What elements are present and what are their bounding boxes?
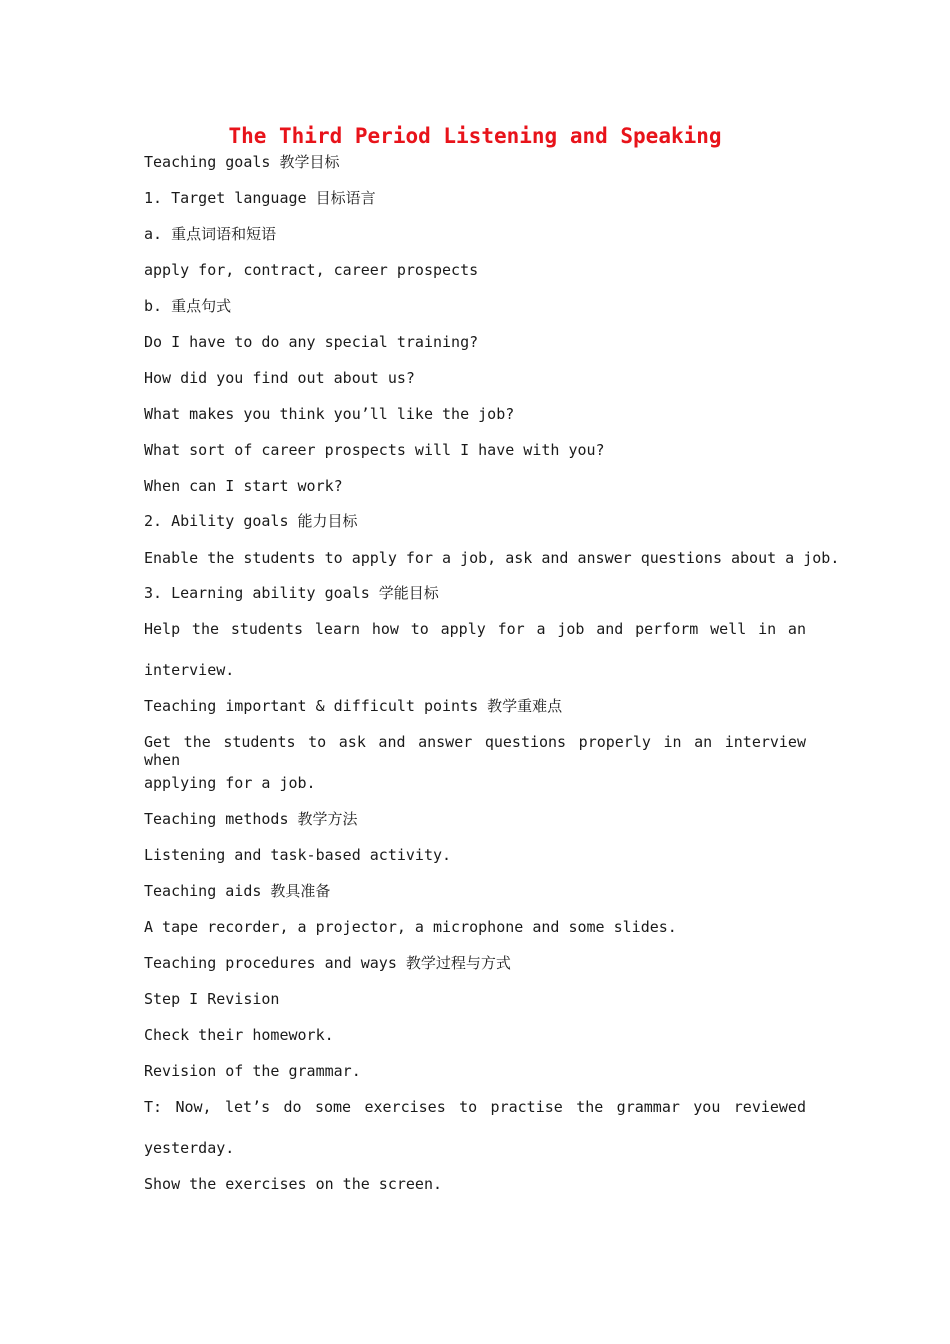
step-heading: Step I Revision (144, 990, 280, 1008)
teacher-dialogue: T: Now, let’s do some exercises to practise the grammar you reviewed (144, 1098, 806, 1116)
ability-goals-text: Enable the students to apply for a job, ask and answer questions about a job. (144, 549, 840, 567)
heading-ability-goals: 2. Ability goals 能力目标 (144, 512, 358, 530)
heading-teaching-aids: Teaching aids 教具准备 (144, 882, 331, 900)
key-words-text: apply for, contract, career prospects (144, 261, 479, 279)
subheading-key-words: a. 重点词语和短语 (144, 225, 277, 243)
heading-teaching-goals: Teaching goals 教学目标 (144, 153, 340, 171)
sentence-item: Do I have to do any special training? (144, 333, 479, 351)
heading-teaching-methods: Teaching methods 教学方法 (144, 810, 358, 828)
subheading-key-sentences: b. 重点句式 (144, 297, 232, 315)
heading-teaching-procedures: Teaching procedures and ways 教学过程与方式 (144, 954, 511, 972)
teacher-dialogue-cont: yesterday. (144, 1139, 235, 1157)
important-points-text: Get the students to ask and answer questions properly in an interview when (144, 733, 806, 769)
sentence-item: When can I start work? (144, 477, 343, 495)
sentence-item: What makes you think you’ll like the job? (144, 405, 515, 423)
teaching-aids-text: A tape recorder, a projector, a microphone and some slides. (144, 918, 677, 936)
sentence-item: What sort of career prospects will I have with you? (144, 441, 605, 459)
teaching-methods-text: Listening and task-based activity. (144, 846, 452, 864)
important-points-text-cont: applying for a job. (144, 774, 316, 792)
heading-target-language: 1. Target language 目标语言 (144, 189, 376, 207)
heading-important-points: Teaching important & difficult points 教学重难点 (144, 697, 563, 715)
procedure-text: Revision of the grammar. (144, 1062, 361, 1080)
procedure-text: Show the exercises on the screen. (144, 1175, 443, 1193)
heading-learning-ability-goals: 3. Learning ability goals 学能目标 (144, 584, 439, 602)
learning-goals-text: Help the students learn how to apply for a job and perform well in an (144, 620, 806, 638)
sentence-item: How did you find out about us? (144, 369, 415, 387)
procedure-text: Check their homework. (144, 1026, 334, 1044)
learning-goals-text-cont: interview. (144, 661, 235, 679)
document-title: The Third Period Listening and Speaking (228, 124, 722, 148)
